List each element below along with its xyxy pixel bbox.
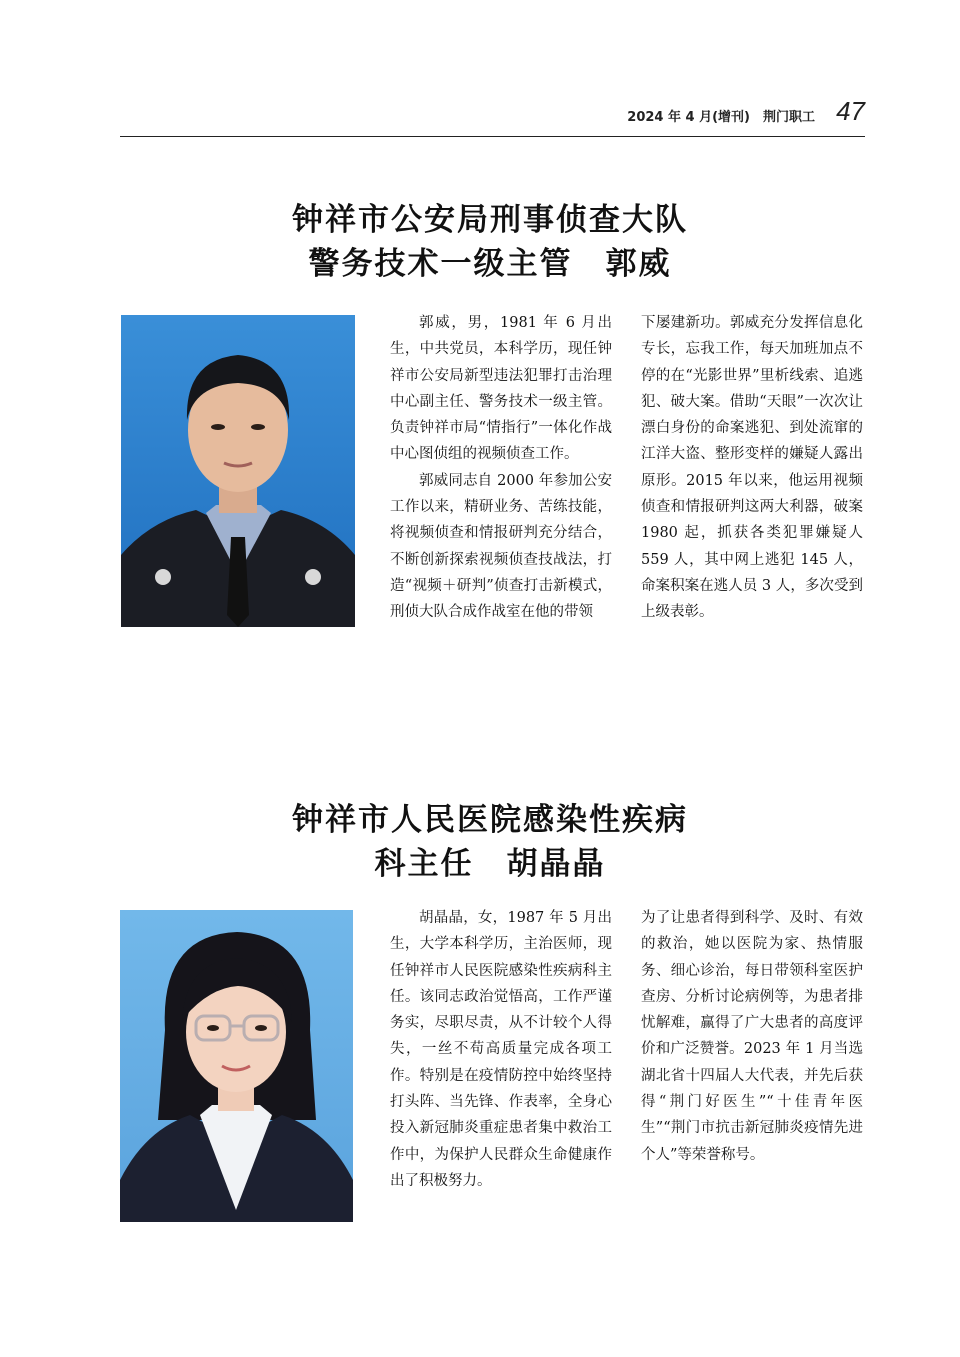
paragraph: 为了让患者得到科学、及时、有效的救治，她以医院为家、热情服务、细心诊治，每日带领科室医护查房、分析讨论病例等，为患者排忧解难，赢得了广大患者的高度评价和广泛赞誉。2023 年 1 月当选湖北省十四届人大代表，并先后获得“荆门好医生”“十佳青年医生”“荆门市抗击新冠肺炎疫情先进个人”等荣誉称号。 [641,910,863,1163]
portrait-photo-hu-jingjing [120,910,353,1222]
article-title [200,798,780,886]
paragraph: 郭威，男，1981 年 6 月出生，中共党员，本科学历，现任钟祥市公安局新型违法犯罪打击治理中心副主任、警务技术一级主管。负责钟祥市局“情指行”一体化作战中心图侦组的视频侦查工作。 [390,315,612,463]
portrait-photo-guo-wei [121,315,355,627]
article-text-column-right [641,905,863,1168]
page-header [120,96,865,137]
title-line: 钟祥市人民医院感染性疾病 [292,802,688,838]
title-line: 科主任 胡晶晶 [374,846,606,882]
paragraph: 郭威同志自 2000 年参加公安工作以来，精研业务、苦练技能，将视频侦查和情报研判充分结合，不断创新探索视频侦查技战法，打造“视频＋研判”侦查打击新模式，刑侦大队合成作战室在他的带领 [390,472,612,621]
issue-info: 2024 年 4 月(增刊) 荆门职工 [627,110,815,125]
title-line: 钟祥市公安局刑事侦查大队 [292,202,688,238]
article-text-column-right [641,310,863,626]
article-text-column-left [390,310,612,626]
paragraph: 下屡建新功。郭威充分发挥信息化专长，忘我工作，每天加班加点不停的在“光影世界”里析线索、追逃犯、破大案。借助“天眼”一次次让漂白身份的命案逃犯、到处流窜的江洋大盗、整形变样的嫌疑人露出原形。2015 年以来，他运用视频侦查和情报研判这两大利器，破案 1980 起，抓获各类犯罪嫌疑人 559 人，其中网上逃犯 145 人，命案积案在逃人员 3 人，多次受到上级表彰。 [641,315,863,621]
article-text-column-left [390,905,612,1194]
article-title [200,198,780,286]
page-number: 47 [836,96,865,126]
paragraph: 胡晶晶，女，1987 年 5 月出生，大学本科学历，主治医师，现任钟祥市人民医院感染性疾病科主任。该同志政治觉悟高，工作严谨务实，尽职尽责，从不计较个人得失，一丝不苟高质量完成各项工作。特别是在疫情防控中始终坚持打头阵、当先锋、作表率，全身心投入新冠肺炎重症患者集中救治工作中，为保护人民群众生命健康作出了积极努力。 [390,910,612,1189]
title-line: 警务技术一级主管 郭威 [308,246,672,282]
